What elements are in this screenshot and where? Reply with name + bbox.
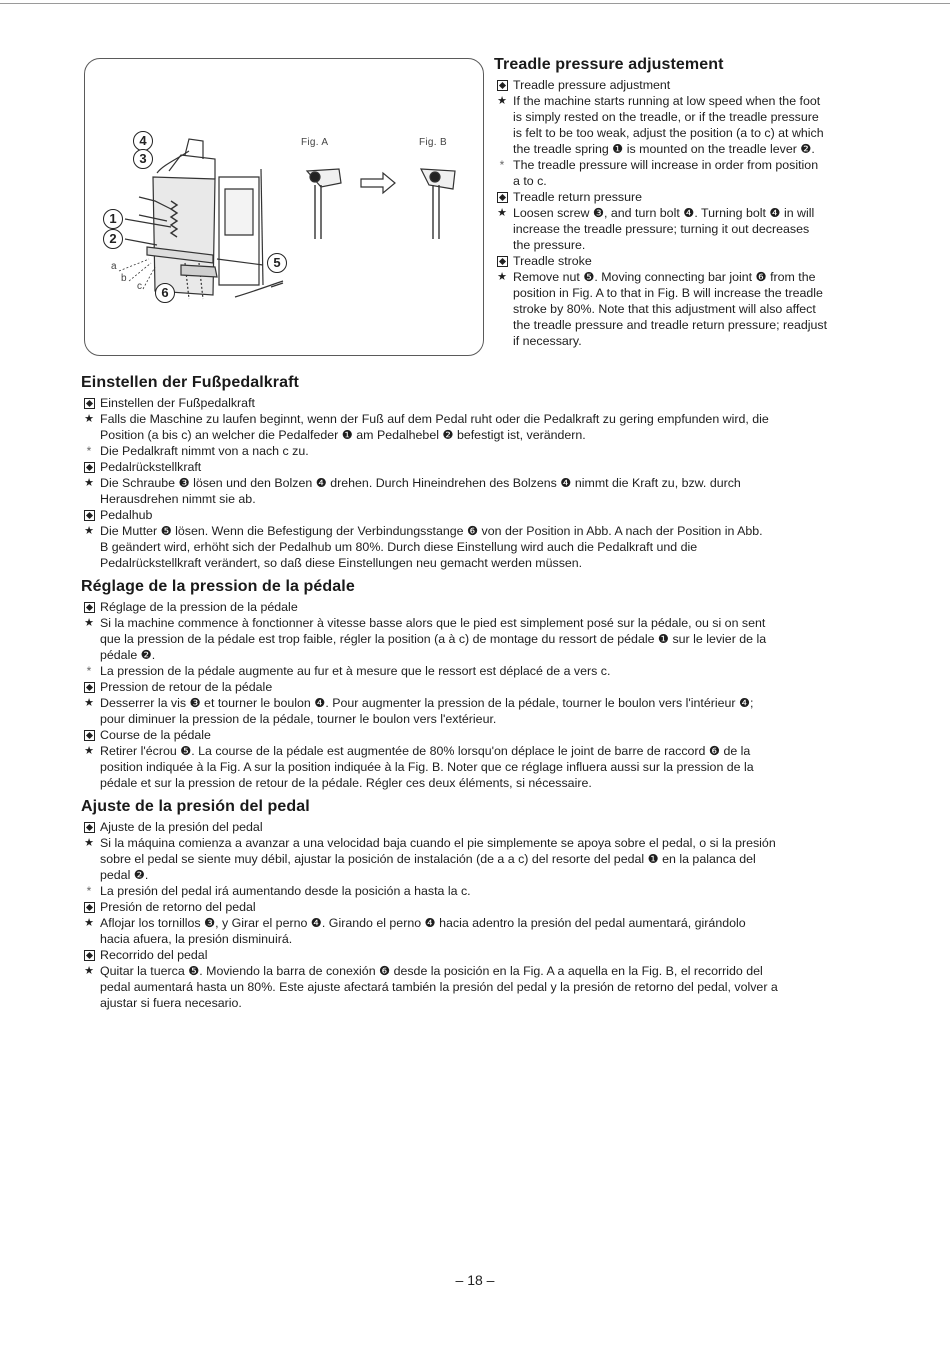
line-text: Position (a bis c) an welcher die Pedalfeder ❶ am Pedalhebel ❷ befestigt ist, verändern. [100,428,586,442]
line-text: Die Mutter ❺ lösen. Wenn die Befestigung der Verbindungsstange ❻ von der Position in Abb. A nach der Position in Abb. [100,524,763,538]
text-line [81,979,878,995]
line-text: ajustar si fuera necesario. [100,996,242,1010]
section-french [81,578,878,791]
line-text: pédale ❷. [100,648,156,662]
line-text: Ajuste de la presión del pedal [100,820,263,834]
line-text: Falls die Maschine zu laufen beginnt, wenn der Fuß auf dem Pedal ruht oder die Pedalkraft zu gering empfunden wird, die [100,412,769,426]
text-line [81,743,878,759]
text-line [81,867,878,883]
figure-illustration [84,58,484,356]
line-text: is simply rested on the treadle, or if the treadle pressure [513,110,819,124]
section-title-german: Einstellen der Fußpedalkraft [81,374,299,391]
line-text: if necessary. [513,334,582,348]
star-bullet-icon: ★ [84,413,94,425]
position-letter-b: b [121,273,127,284]
text-line [494,77,878,93]
text-line [494,253,878,269]
asterisk-note-icon: * [86,884,92,898]
text-line [81,459,878,475]
line-text: Desserrer la vis ❸ et tourner le boulon ❹. Pour augmenter la pression de la pédale, tourner le boulon vers l'intérieur ❹; [100,696,754,710]
position-letter-a: a [111,261,117,272]
text-line [81,931,878,947]
line-text: Recorrido del pedal [100,948,208,962]
star-bullet-icon: ★ [84,477,94,489]
line-text: Quitar la tuerca ❺. Moviendo la barra de conexión ❻ desde la posición en la Fig. A a aquella en la Fig. B, el recorrido del [100,964,763,978]
star-bullet-icon: ★ [497,207,507,219]
spanish-body [81,819,878,1011]
section-german [81,374,878,571]
line-text: Herausdrehen nimmt sie ab. [100,492,256,506]
line-text: pedal ❷. [100,868,149,882]
line-text: La presión del pedal irá aumentando desde la posición a hasta la c. [100,884,471,898]
text-line [81,663,878,679]
line-text: Einstellen der Fußpedalkraft [100,396,255,410]
text-line [81,615,878,631]
star-bullet-icon: ★ [84,745,94,757]
line-text: hacia afuera, la presión disminuirá. [100,932,293,946]
text-line [81,427,878,443]
line-text: the pressure. [513,238,586,252]
asterisk-note-icon: * [86,664,92,678]
text-line [81,963,878,979]
diamond-bullet-icon [494,253,510,269]
text-line [81,647,878,663]
line-text: pedal aumentará hasta un 80%. Este ajuste afectará también la presión del pedal y la presión de retorno del pedal, volver a [100,980,778,994]
text-line [494,285,878,301]
text-line [81,443,878,459]
line-text: increase the treadle pressure; turning it out decreases [513,222,810,236]
line-text: pour diminuer la pression de la pédale, tourner le boulon vers l'extérieur. [100,712,497,726]
callout-4: 4 [133,131,153,151]
line-text: Loosen screw ❸, and turn bolt ❹. Turning bolt ❹ in will [513,206,815,220]
text-line [81,899,878,915]
diamond-bullet-icon [81,679,97,695]
text-line [494,317,878,333]
text-line [81,491,878,507]
machine-drawing [85,59,483,355]
text-line [81,523,878,539]
asterisk-note-icon: * [86,444,92,458]
text-line [494,237,878,253]
line-text: que la pression de la pédale est trop faible, régler la position (a à c) de montage du ressort de pédale ❶ sur le levier de la [100,632,767,646]
callout-2: 2 [103,229,123,249]
text-line [81,599,878,615]
line-text: Pedalhub [100,508,153,522]
line-text: Si la machine commence à fonctionner à vitesse basse alors que le pied est simplement posé sur la pédale, ou si on sent [100,616,766,630]
line-text: the treadle spring ❶ is mounted on the treadle lever ❷. [513,142,815,156]
text-line [81,711,878,727]
fig-a-label: Fig. A [301,137,329,148]
star-bullet-icon: ★ [84,525,94,537]
line-text: is felt to be too weak, adjust the position (a to c) at which [513,126,824,140]
text-line [81,695,878,711]
text-line [494,205,878,221]
position-letter-c: c [137,281,142,292]
section-title-english: Treadle pressure adjustement [494,56,724,73]
english-body [494,77,878,349]
text-line [494,301,878,317]
top-rule [0,3,950,4]
diamond-bullet-icon [81,947,97,963]
text-line [81,395,878,411]
text-line [81,507,878,523]
text-line [81,475,878,491]
text-line [494,269,878,285]
text-line [494,93,878,109]
callout-1: 1 [103,209,123,229]
line-text: stroke by 80%. Note that this adjustment will also affect [513,302,816,316]
line-text: Pedalrückstellkraft [100,460,202,474]
diamond-bullet-icon [494,77,510,93]
line-text: the treadle pressure and treadle return pressure; readjust [513,318,828,332]
line-text: Si la máquina comienza a avanzar a una velocidad baja cuando el pie simplemente se apoya sobre el pedal, o si la presión [100,836,776,850]
line-text: Retirer l'écrou ❺. La course de la pédale est augmentée de 80% lorsqu'on déplace le joint de barre de raccord ❻ de la [100,744,751,758]
line-text: Remove nut ❺. Moving connecting bar joint ❻ from the [513,270,816,284]
section-title-french: Réglage de la pression de la pédale [81,578,355,595]
german-body [81,395,878,571]
text-line [494,125,878,141]
line-text: Treadle pressure adjustment [513,78,671,92]
line-text: position in Fig. A to that in Fig. B will increase the treadle [513,286,823,300]
line-text: If the machine starts running at low speed when the foot [513,94,821,108]
line-text: Réglage de la pression de la pédale [100,600,298,614]
callout-5: 5 [267,253,287,273]
line-text: Die Pedalkraft nimmt von a nach c zu. [100,444,309,458]
text-line [81,915,878,931]
text-line [81,727,878,743]
section-title-spanish: Ajuste de la presión del pedal [81,798,310,815]
diamond-bullet-icon [81,727,97,743]
line-text: sobre el pedal se siente muy débil, ajustar la posición de instalación (de a a c) del resorte del pedal ❶ en la palanca del [100,852,756,866]
diamond-bullet-icon [494,189,510,205]
french-body [81,599,878,791]
text-line [494,141,878,157]
text-line [81,947,878,963]
line-text: Aflojar los tornillos ❸, y Girar el perno ❹. Girando el perno ❹ hacia adentro la presión del pedal aumentará, girándolo [100,916,746,930]
line-text: Treadle return pressure [513,190,643,204]
star-bullet-icon: ★ [84,697,94,709]
star-bullet-icon: ★ [84,617,94,629]
text-line [81,411,878,427]
text-line [494,333,878,349]
text-line [81,835,878,851]
line-text: Die Schraube ❸ lösen und den Bolzen ❹ drehen. Durch Hineindrehen des Bolzens ❹ nimmt die Kraft zu, bzw. durch [100,476,741,490]
line-text: a to c. [513,174,547,188]
line-text: Pedalrückstellkraft verändert, so daß diese Einstellungen neu gemacht werden müssen. [100,556,583,570]
page-number: – 18 – [455,1272,495,1288]
star-bullet-icon: ★ [84,837,94,849]
callout-3: 3 [133,149,153,169]
text-line [81,759,878,775]
line-text: The treadle pressure will increase in order from position [513,158,819,172]
star-bullet-icon: ★ [84,965,94,977]
diamond-bullet-icon [81,819,97,835]
text-line [494,173,878,189]
text-line [81,555,878,571]
diamond-bullet-icon [81,395,97,411]
line-text: Treadle stroke [513,254,592,268]
text-line [81,851,878,867]
line-text: B geändert wird, erhöht sich der Pedalhub um 80%. Durch diese Einstellung wird auch die Pedalkraft und die [100,540,698,554]
line-text: Pression de retour de la pédale [100,680,273,694]
text-line [81,883,878,899]
diamond-bullet-icon [81,459,97,475]
diamond-bullet-icon [81,507,97,523]
diamond-bullet-icon [81,599,97,615]
line-text: Course de la pédale [100,728,211,742]
text-line [81,631,878,647]
text-line [494,157,878,173]
line-text: La pression de la pédale augmente au fur et à mesure que le ressort est déplacé de a vers c. [100,664,611,678]
line-text: Presión de retorno del pedal [100,900,256,914]
text-line [81,995,878,1011]
text-line [494,189,878,205]
line-text: position indiquée à la Fig. A sur la position indiquée à la Fig. B. Noter que ce réglage influera aussi sur la pression de la [100,760,754,774]
asterisk-note-icon: * [499,158,505,172]
diamond-bullet-icon [81,899,97,915]
text-line [494,221,878,237]
fig-b-label: Fig. B [419,137,447,148]
star-bullet-icon: ★ [84,917,94,929]
section-spanish [81,798,878,1011]
star-bullet-icon: ★ [497,95,507,107]
section-english [494,56,878,349]
text-line [81,819,878,835]
text-line [494,109,878,125]
text-line [81,775,878,791]
callout-6: 6 [155,283,175,303]
text-line [81,679,878,695]
text-line [81,539,878,555]
star-bullet-icon: ★ [497,271,507,283]
line-text: pédale et sur la pression de retour de la pédale. Régler ces deux éléments, si nécessaire. [100,776,592,790]
